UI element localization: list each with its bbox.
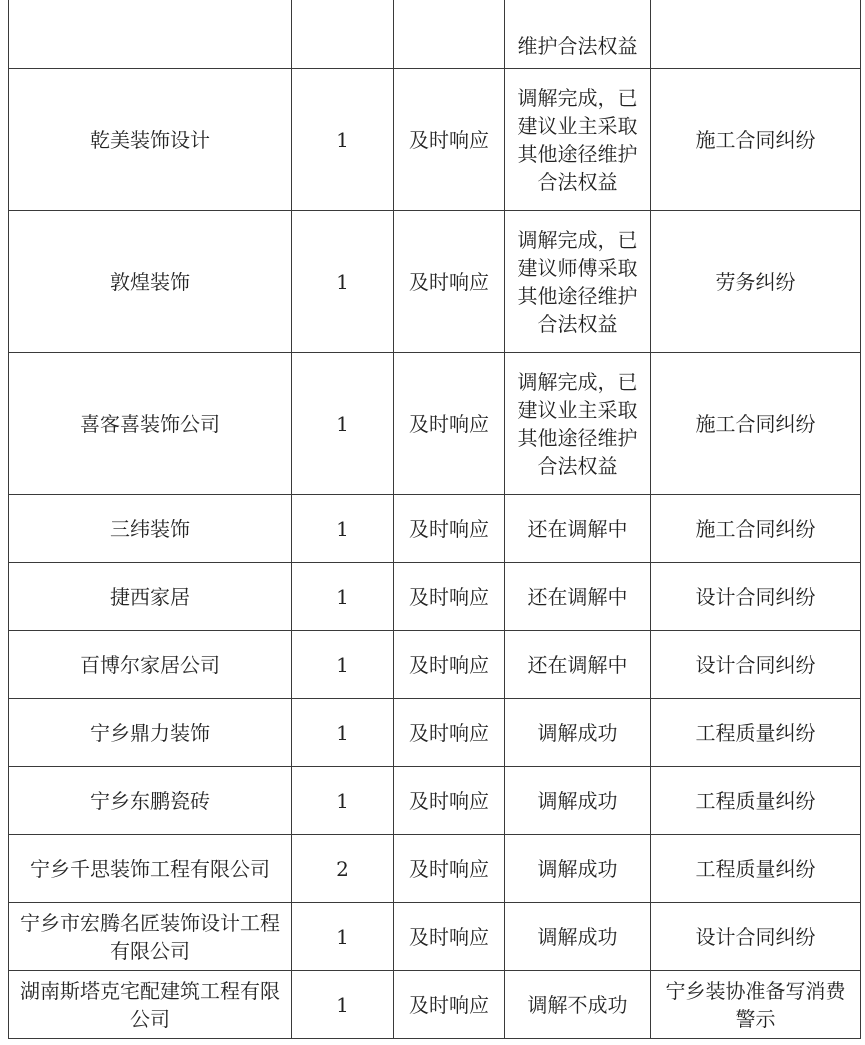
table-row	[9, 211, 861, 353]
table-row	[9, 495, 861, 563]
response-cell: 及时响应	[394, 353, 505, 495]
result-cell: 调解完成，已建议业主采取其他途径维护合法权益	[505, 353, 651, 495]
result-cell: 调解成功	[505, 699, 651, 767]
company-cell	[9, 0, 292, 69]
response-cell: 及时响应	[394, 69, 505, 211]
dispute-cell: 设计合同纠纷	[651, 631, 861, 699]
company-cell: 宁乡市宏腾名匠装饰设计工程有限公司	[9, 903, 292, 971]
dispute-cell: 施工合同纠纷	[651, 495, 861, 563]
dispute-cell: 工程质量纠纷	[651, 835, 861, 903]
result-cell: 还在调解中	[505, 631, 651, 699]
response-cell: 及时响应	[394, 631, 505, 699]
company-cell: 宁乡千思装饰工程有限公司	[9, 835, 292, 903]
dispute-cell: 劳务纠纷	[651, 211, 861, 353]
count-cell	[292, 0, 394, 69]
count-cell: 1	[292, 495, 394, 563]
company-cell: 喜客喜装饰公司	[9, 353, 292, 495]
table-row	[9, 699, 861, 767]
dispute-cell	[651, 0, 861, 69]
result-cell: 还在调解中	[505, 563, 651, 631]
response-cell	[394, 0, 505, 69]
dispute-cell: 设计合同纠纷	[651, 563, 861, 631]
company-cell: 宁乡鼎力装饰	[9, 699, 292, 767]
table-row	[9, 903, 861, 971]
table-row	[9, 353, 861, 495]
response-cell: 及时响应	[394, 211, 505, 353]
complaint-table	[8, 0, 861, 1039]
response-cell: 及时响应	[394, 495, 505, 563]
company-cell: 捷西家居	[9, 563, 292, 631]
result-cell: 还在调解中	[505, 495, 651, 563]
result-cell: 调解成功	[505, 767, 651, 835]
company-cell: 乾美装饰设计	[9, 69, 292, 211]
result-cell: 维护合法权益	[505, 0, 651, 69]
table-row	[9, 0, 861, 69]
count-cell: 1	[292, 353, 394, 495]
response-cell: 及时响应	[394, 563, 505, 631]
dispute-cell: 施工合同纠纷	[651, 69, 861, 211]
count-cell: 1	[292, 211, 394, 353]
company-cell: 湖南斯塔克宅配建筑工程有限公司	[9, 971, 292, 1039]
response-cell: 及时响应	[394, 767, 505, 835]
response-cell: 及时响应	[394, 835, 505, 903]
table-row	[9, 767, 861, 835]
count-cell: 1	[292, 903, 394, 971]
result-cell: 调解完成，已建议业主采取其他途径维护合法权益	[505, 69, 651, 211]
company-cell: 百博尔家居公司	[9, 631, 292, 699]
count-cell: 1	[292, 563, 394, 631]
count-cell: 1	[292, 971, 394, 1039]
table-row	[9, 69, 861, 211]
response-cell: 及时响应	[394, 971, 505, 1039]
count-cell: 1	[292, 767, 394, 835]
table-row	[9, 631, 861, 699]
dispute-cell: 施工合同纠纷	[651, 353, 861, 495]
table-row	[9, 563, 861, 631]
response-cell: 及时响应	[394, 903, 505, 971]
response-cell: 及时响应	[394, 699, 505, 767]
table-row	[9, 835, 861, 903]
count-cell: 1	[292, 69, 394, 211]
company-cell: 敦煌装饰	[9, 211, 292, 353]
dispute-cell: 工程质量纠纷	[651, 699, 861, 767]
result-cell: 调解成功	[505, 903, 651, 971]
company-cell: 三纬装饰	[9, 495, 292, 563]
result-cell: 调解不成功	[505, 971, 651, 1039]
dispute-cell: 宁乡装协准备写消费警示	[651, 971, 861, 1039]
result-cell: 调解完成，已建议师傅采取其他途径维护合法权益	[505, 211, 651, 353]
dispute-cell: 工程质量纠纷	[651, 767, 861, 835]
company-cell: 宁乡东鹏瓷砖	[9, 767, 292, 835]
count-cell: 2	[292, 835, 394, 903]
count-cell: 1	[292, 631, 394, 699]
count-cell: 1	[292, 699, 394, 767]
dispute-cell: 设计合同纠纷	[651, 903, 861, 971]
table-row	[9, 971, 861, 1039]
result-cell: 调解成功	[505, 835, 651, 903]
complaint-table-body	[9, 0, 861, 1039]
